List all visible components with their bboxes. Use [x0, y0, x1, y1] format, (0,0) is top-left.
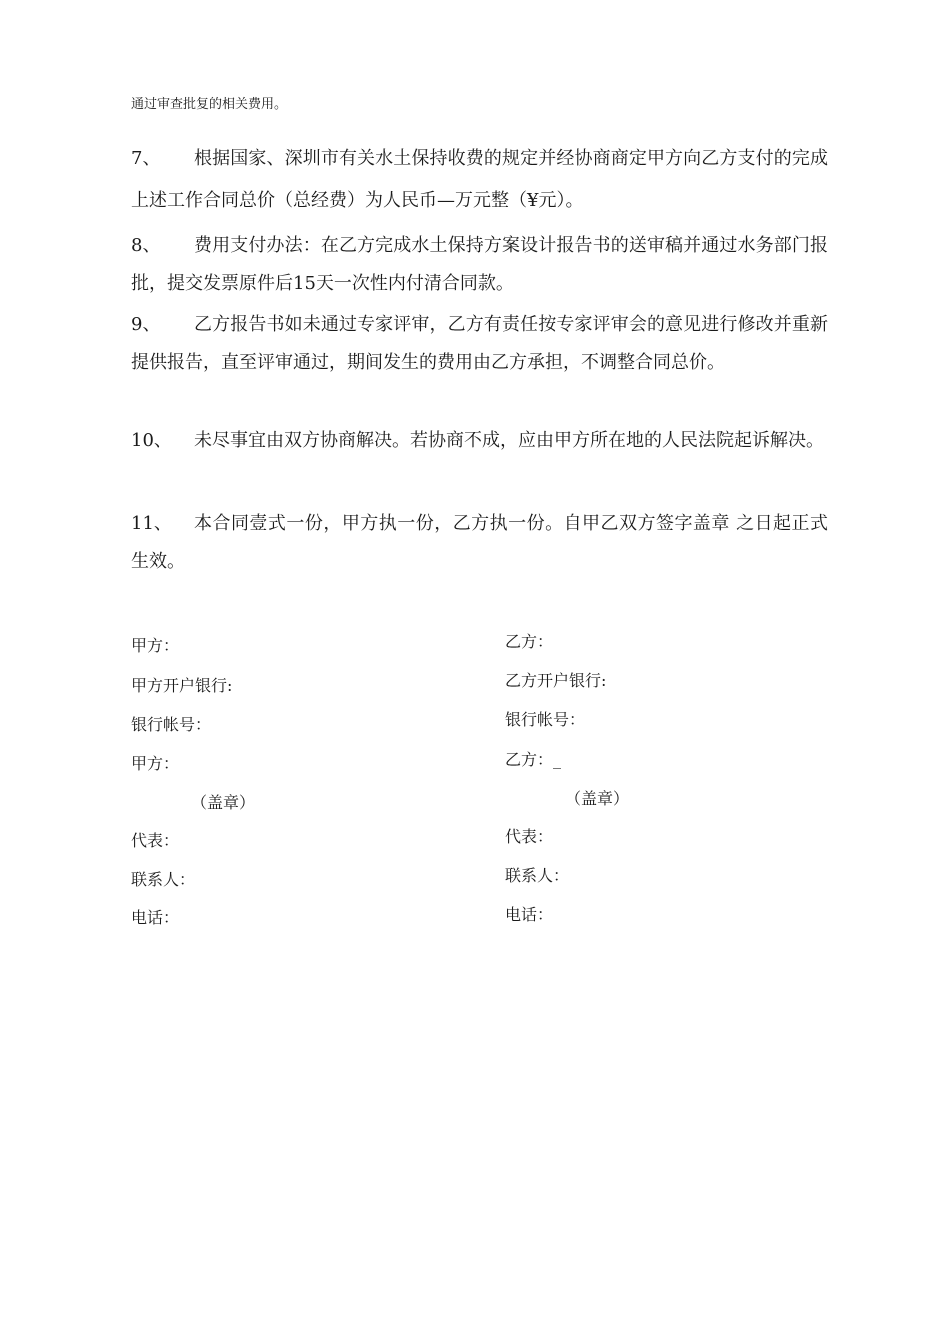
- clause-number: 7、: [131, 148, 161, 169]
- party-a-seal-label: （盖章）: [191, 793, 256, 812]
- party-a-label: 甲方：: [131, 636, 180, 655]
- clause-number: 11、: [131, 513, 172, 534]
- party-b-phone-label: 电话：: [505, 905, 554, 924]
- party-a-phone-label: 电话：: [131, 908, 180, 927]
- clause-number: 10、: [131, 430, 172, 451]
- clause-8: [131, 227, 828, 303]
- party-b-bank-label: 乙方开户银行:: [505, 671, 607, 690]
- clause-number: 9、: [131, 314, 161, 335]
- clause-text: 本合同壹式一份，甲方执一份，乙方执一份。自甲乙双方签字盖章 之日起正式生效。: [131, 513, 828, 572]
- clause-9: [131, 306, 828, 382]
- party-b-label: 乙方：: [505, 632, 554, 651]
- clause-10: [131, 422, 828, 460]
- clause-7: [131, 138, 828, 222]
- clause-number: 8、: [131, 235, 161, 256]
- party-b-seal-label: （盖章）: [565, 789, 630, 808]
- party-a-sign-label: 甲方：: [131, 754, 180, 773]
- party-b-sign-label: 乙方：_: [505, 750, 562, 769]
- clause-text: 费用支付办法：在乙方完成水土保持方案设计报告书的送审稿并通过水务部门报批，提交发票原件后15天一次性内付清合同款。: [131, 235, 828, 294]
- party-a-bank-label: 甲方开户银行:: [131, 676, 233, 695]
- clause-text: 乙方报告书如未通过专家评审，乙方有责任按专家评审会的意见进行修改并重新提供报告，直至评审通过，期间发生的费用由乙方承担，不调整合同总价。: [131, 314, 828, 373]
- clause-text: 未尽事宜由双方协商解决。若协商不成，应由甲方所在地的人民法院起诉解决。: [194, 430, 824, 451]
- party-a-contact-label: 联系人：: [131, 870, 196, 889]
- clause-text: 根据国家、深圳市有关水土保持收费的规定并经协商商定甲方向乙方支付的完成上述工作合同总价（总经费）为人民币—万元整（¥元）。: [131, 148, 828, 211]
- party-a-account-label: 银行帐号：: [131, 715, 212, 734]
- party-b-account-label: 银行帐号：: [505, 710, 586, 729]
- party-a-representative-label: 代表：: [131, 831, 180, 850]
- clause-11: [131, 505, 828, 581]
- intro-fragment: 通过审查批复的相关费用。: [131, 97, 288, 112]
- party-b-representative-label: 代表：: [505, 827, 554, 846]
- party-b-contact-label: 联系人：: [505, 866, 570, 885]
